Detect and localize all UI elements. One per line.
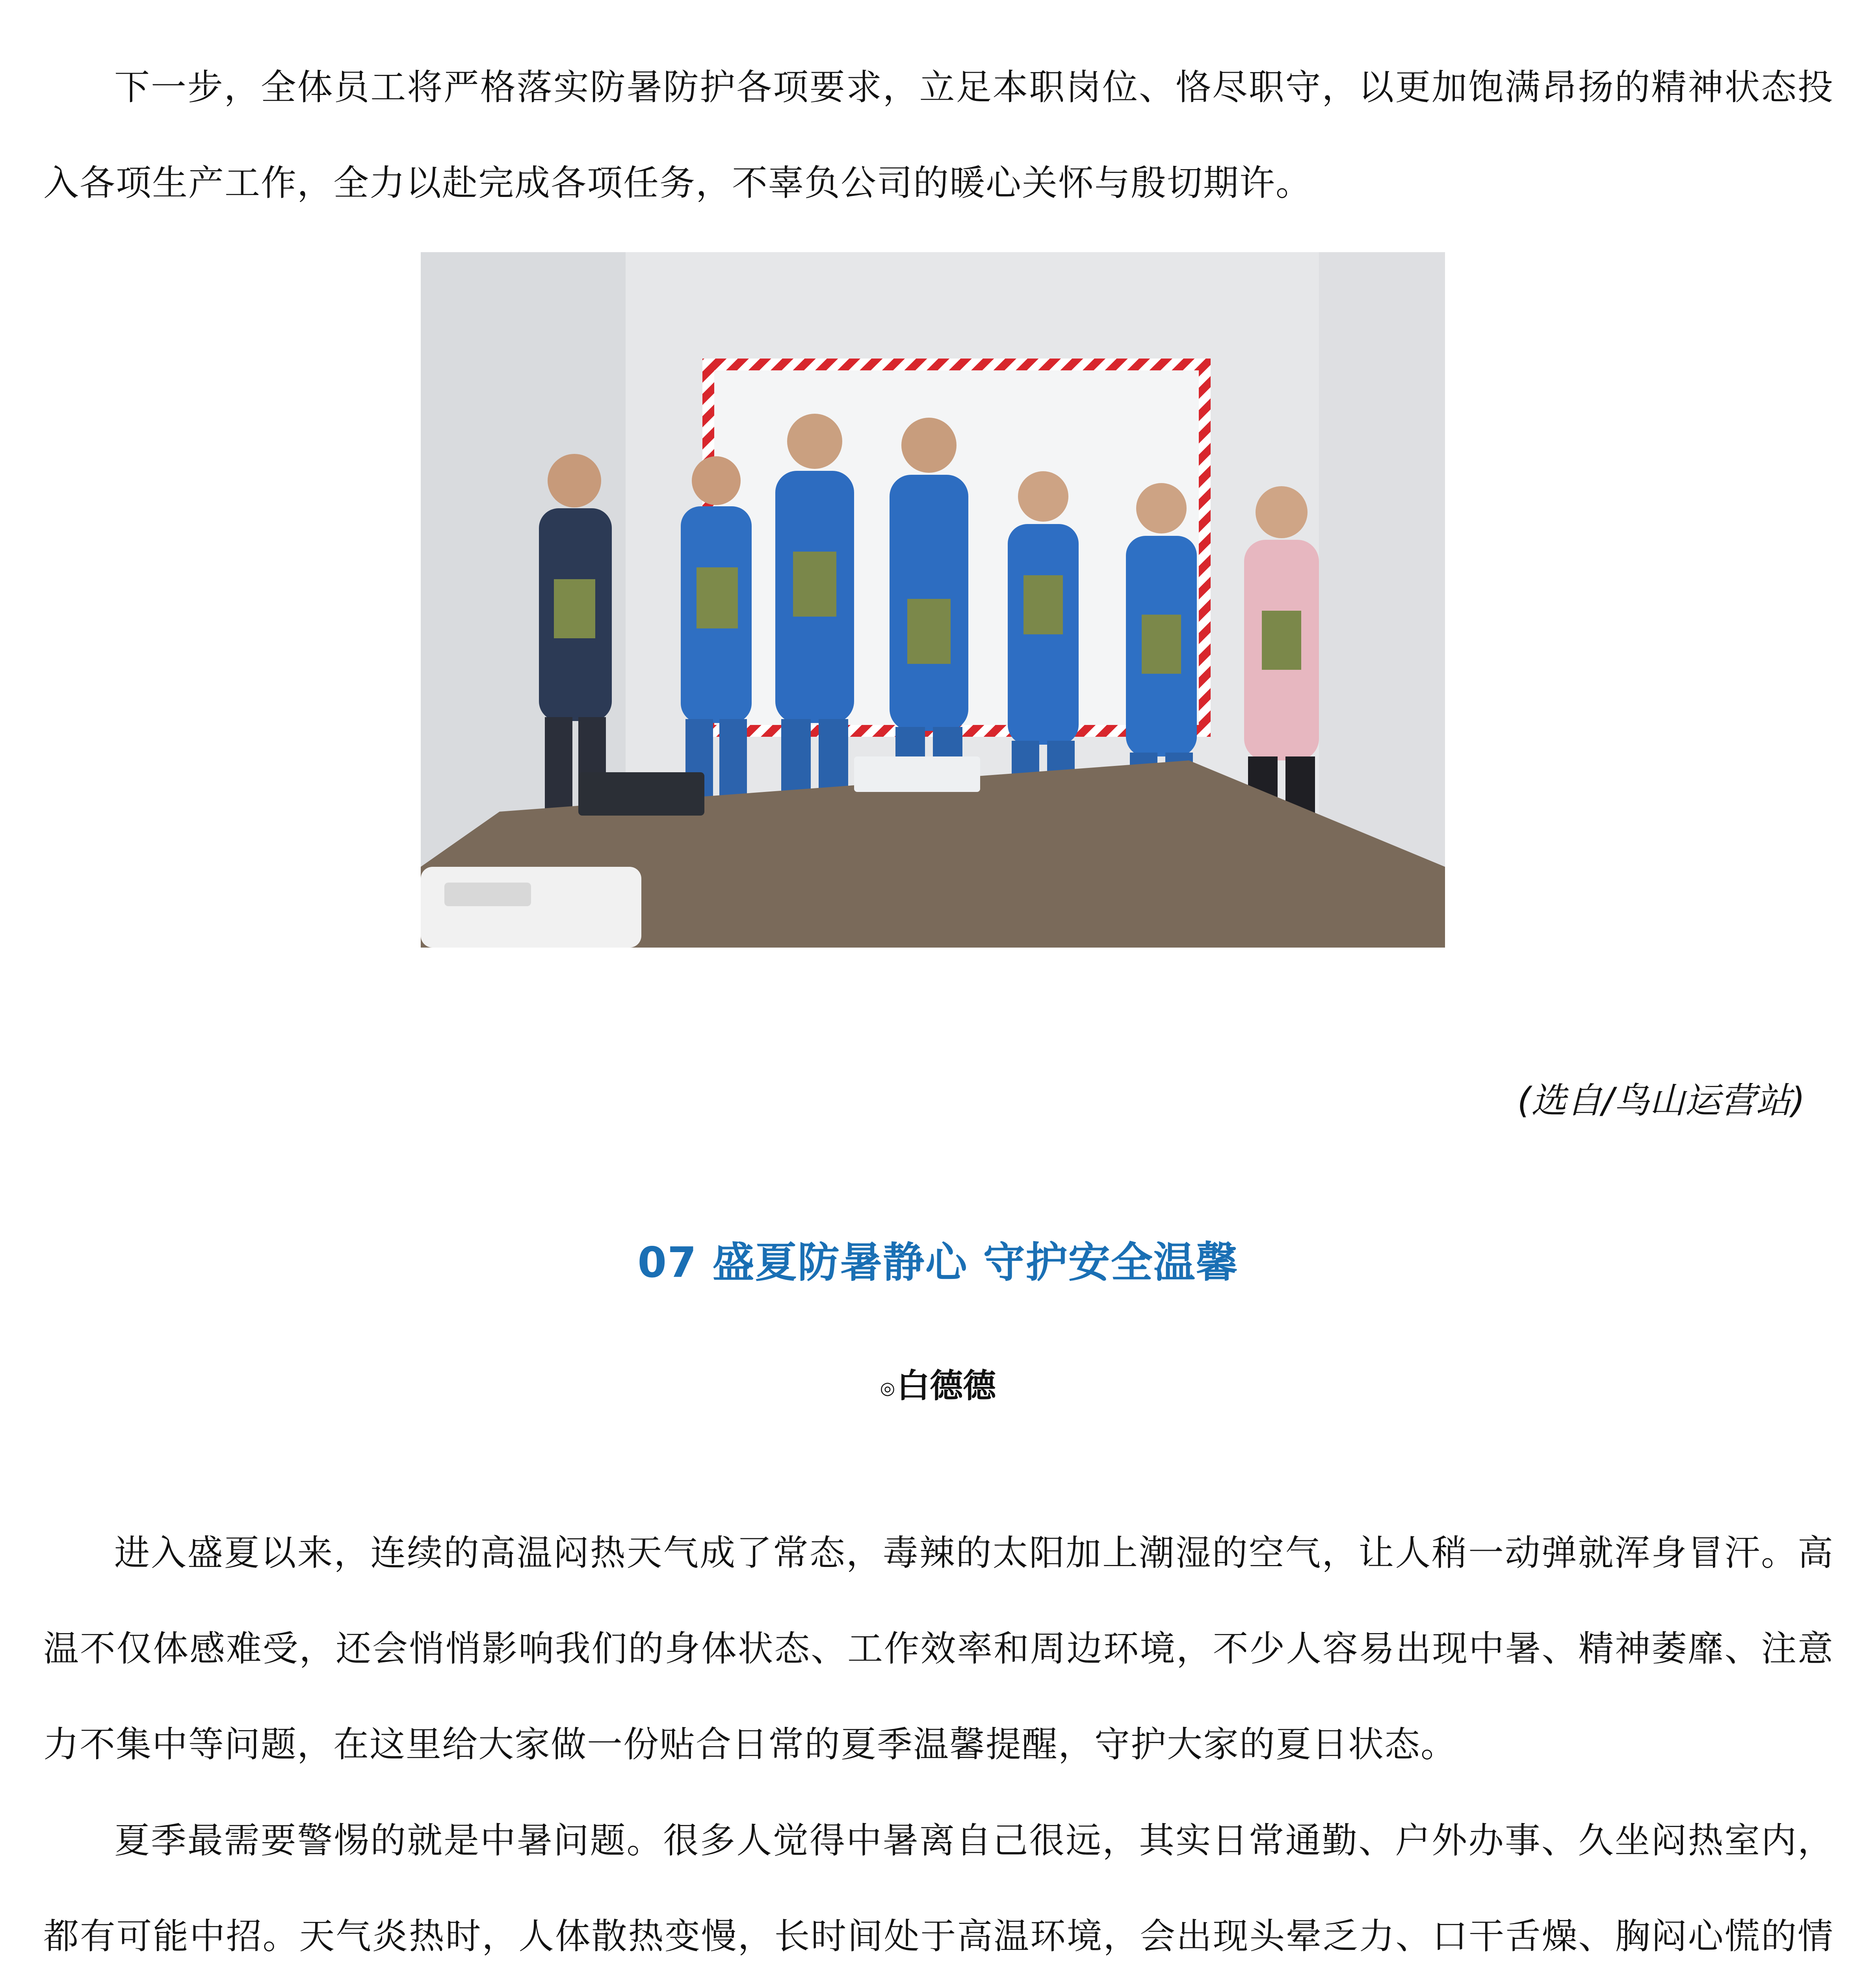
group-photo	[421, 252, 1445, 948]
author-byline	[0, 1359, 1876, 1407]
paragraph-heatstroke: 夏季最需要警惕的就是中暑问题。很多人觉得中暑离自己很远，其实日常通勤、户外办事、久坐闷热室内，都有可能中招。天气炎热时，人体散热变慢，长时间处于高温环境，会出现头晕乏力、口干舌燥、胸闷心慌的情	[43, 1820, 1834, 1957]
paragraph-intro: 下一步，全体员工将严格落实防暑防护各项要求，立足本职岗位、恪尽职守，以更加饱满昂扬的精神状态投入各项生产工作，全力以赴完成各项任务，不辜负公司的暖心关怀与殷切期许。	[43, 67, 1834, 204]
paragraph-summer-intro: 进入盛夏以来，连续的高温闷热天气成了常态，毒辣的太阳加上潮湿的空气，让人稍一动弹就浑身冒汗。高温不仅体感难受，还会悄悄影响我们的身体状态、工作效率和周边环境，不少人容易出现中暑、精神萎靡、注意力不集中等问题，在这里给大家做一份贴合日常的夏季温馨提醒，守护大家的夏日状态。	[43, 1532, 1834, 1765]
byline-mark: ◎	[880, 1378, 895, 1398]
section-heading: 07 盛夏防暑静心 守护安全温馨	[637, 1238, 1239, 1287]
photo-caption: (选自/鸟山运营站)	[1517, 1080, 1805, 1121]
author-name: 白德德	[897, 1366, 996, 1405]
